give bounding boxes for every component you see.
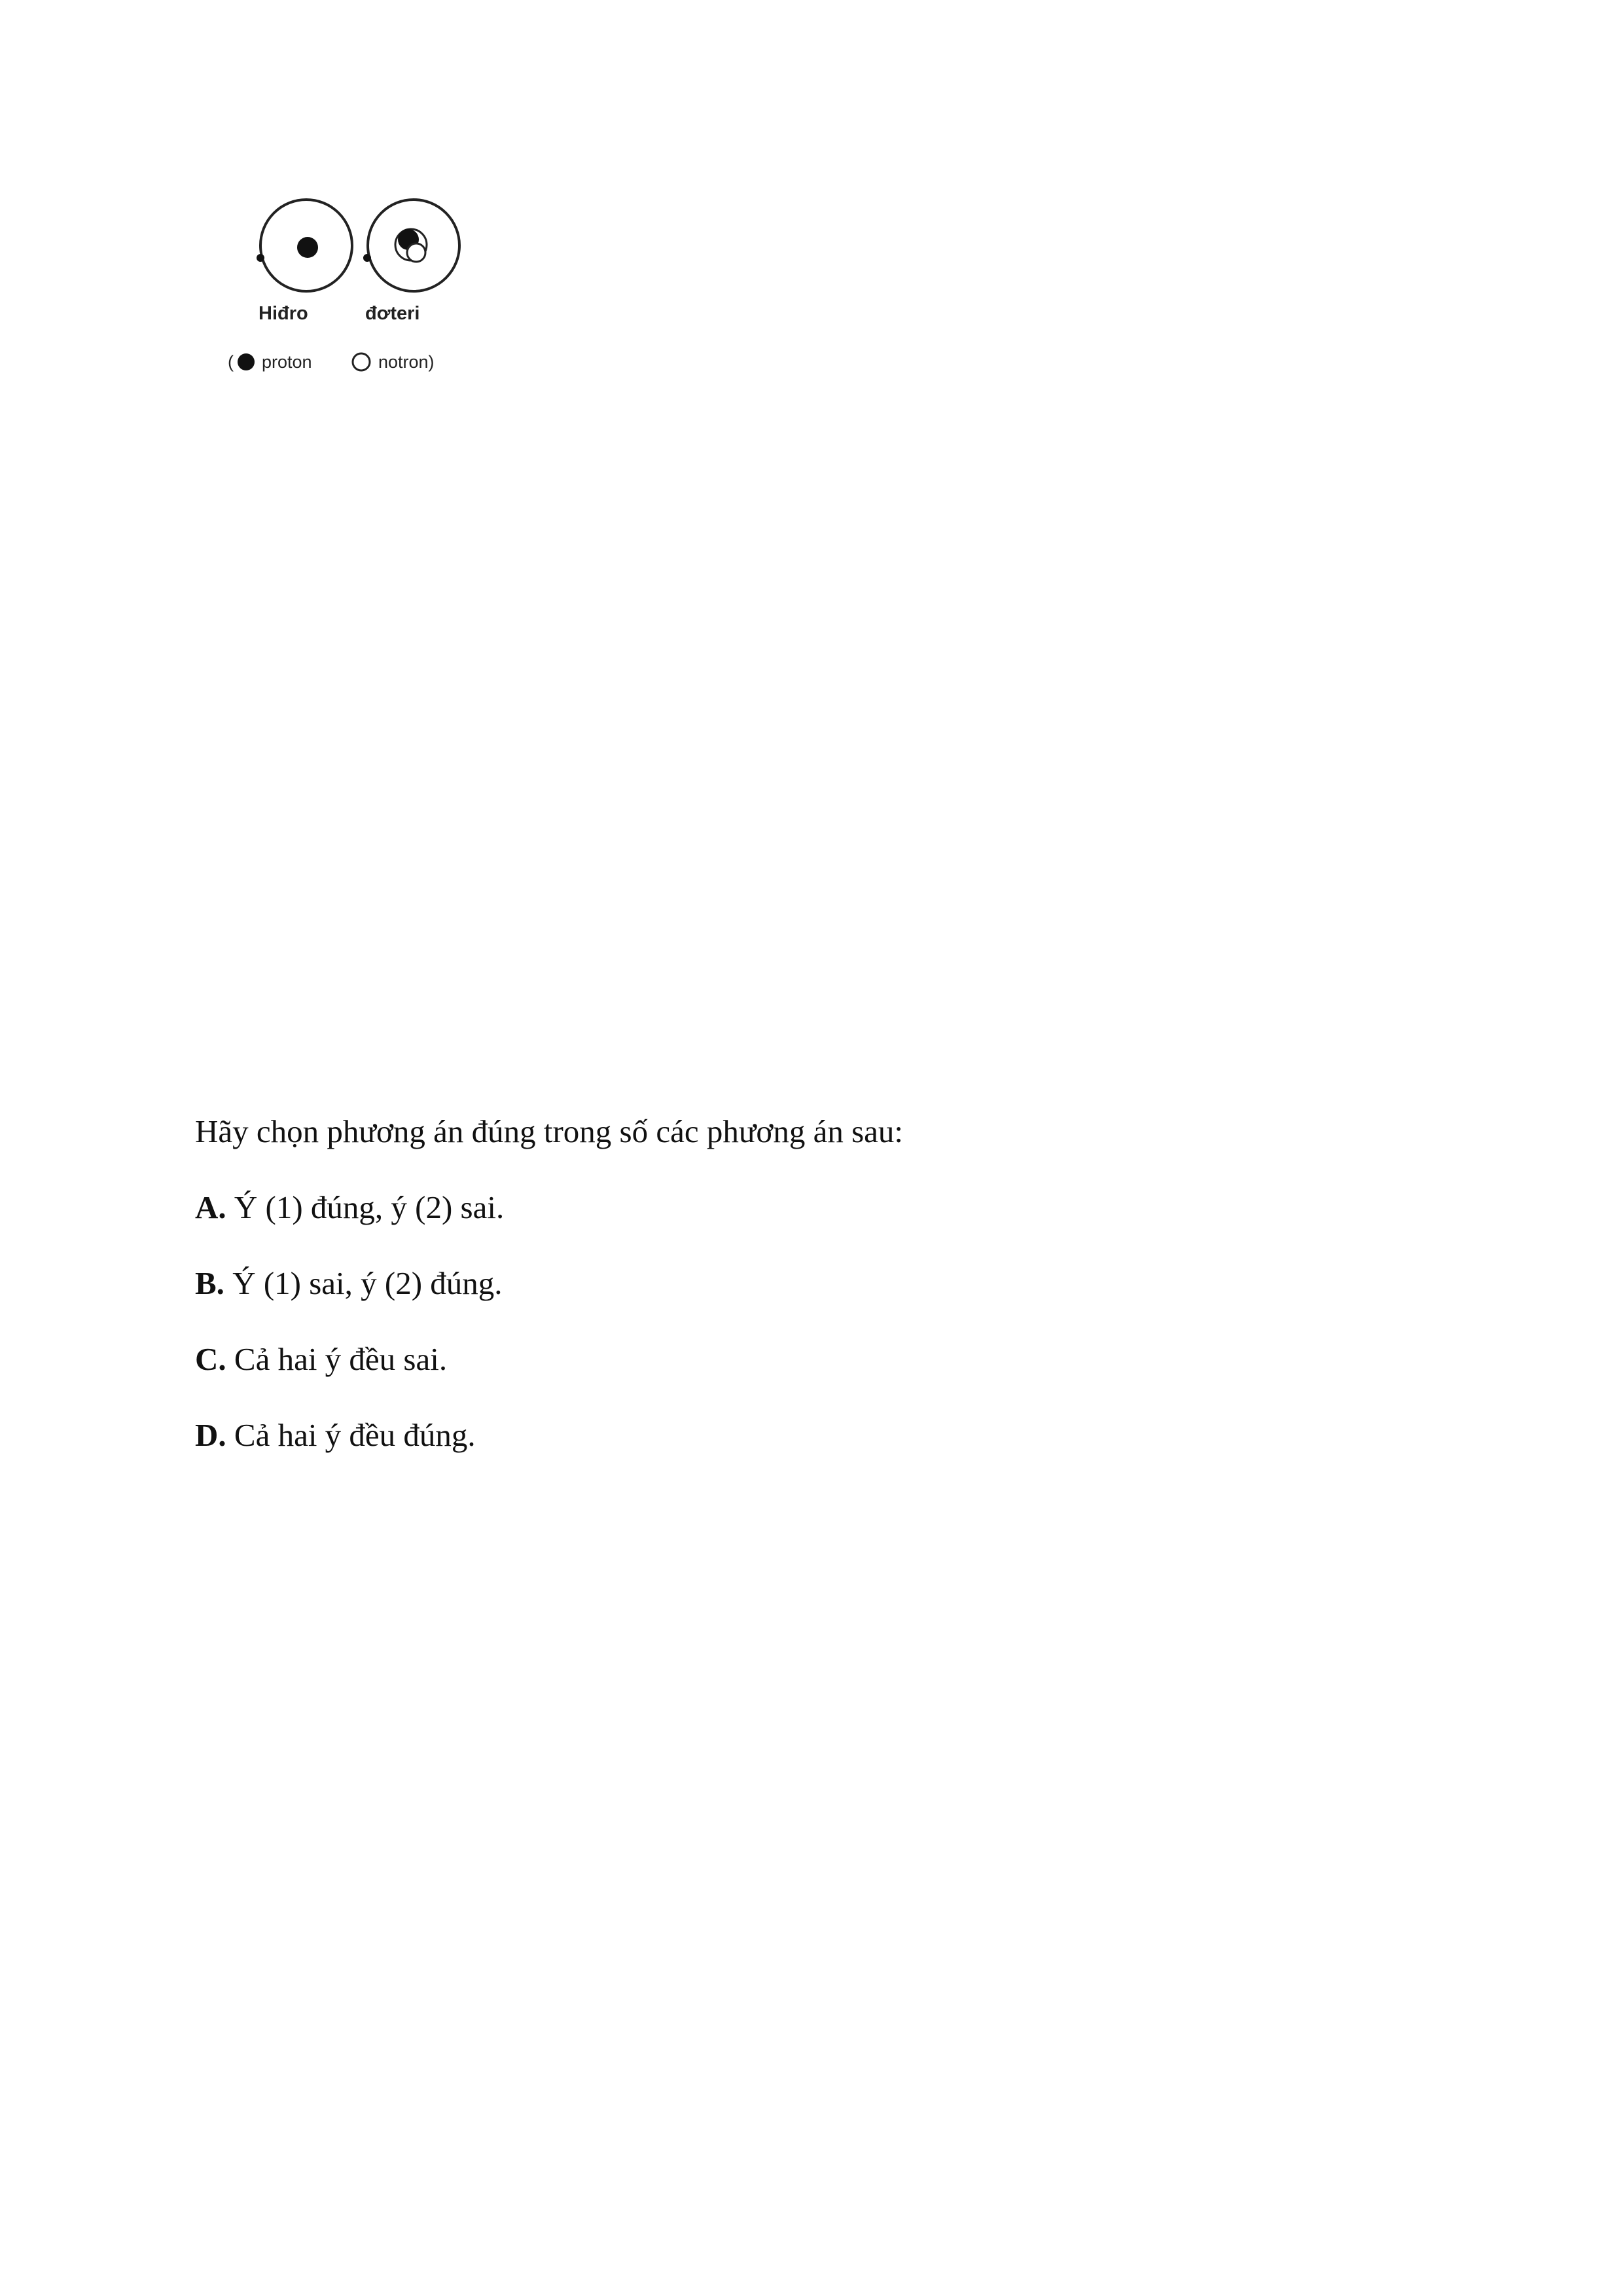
legend (228, 352, 435, 372)
option-d[interactable] (195, 1416, 1504, 1454)
option-a-letter: A. (195, 1189, 226, 1225)
legend-proton-label: proton (262, 352, 312, 372)
question-prompt: Hãy chọn phương án đúng trong số các phương án sau: (195, 1113, 903, 1149)
option-b[interactable] (195, 1265, 1504, 1302)
hydrogen-electron (257, 254, 264, 262)
hydrogen-proton (297, 237, 318, 258)
option-d-letter: D. (195, 1417, 226, 1453)
hydrogen-label: Hiđro (259, 303, 308, 324)
question-block (195, 1113, 1504, 1492)
option-c-letter: C. (195, 1341, 226, 1377)
isotope-diagram (223, 190, 484, 393)
option-b-text: Ý (1) sai, ý (2) đúng. (224, 1265, 503, 1301)
option-a[interactable] (195, 1189, 1504, 1227)
option-c-text: Cả hai ý đều sai. (226, 1341, 448, 1377)
deuterium-electron (363, 254, 371, 262)
isotope-figure (223, 190, 484, 393)
hydrogen-atom (257, 200, 352, 291)
option-d-text: Cả hai ý đều đúng. (226, 1417, 476, 1453)
deuterium-atom (363, 200, 459, 291)
deuterium-neutron (407, 243, 425, 262)
legend-proton-icon (238, 353, 255, 370)
legend-neutron-label: notron) (378, 352, 435, 372)
legend-neutron-icon (353, 353, 370, 370)
option-b-letter: B. (195, 1265, 224, 1301)
deuterium-label: đơteri (365, 303, 420, 324)
legend-open-paren: ( (228, 352, 234, 372)
option-a-text: Ý (1) đúng, ý (2) sai. (226, 1189, 505, 1225)
option-c[interactable] (195, 1340, 1504, 1378)
